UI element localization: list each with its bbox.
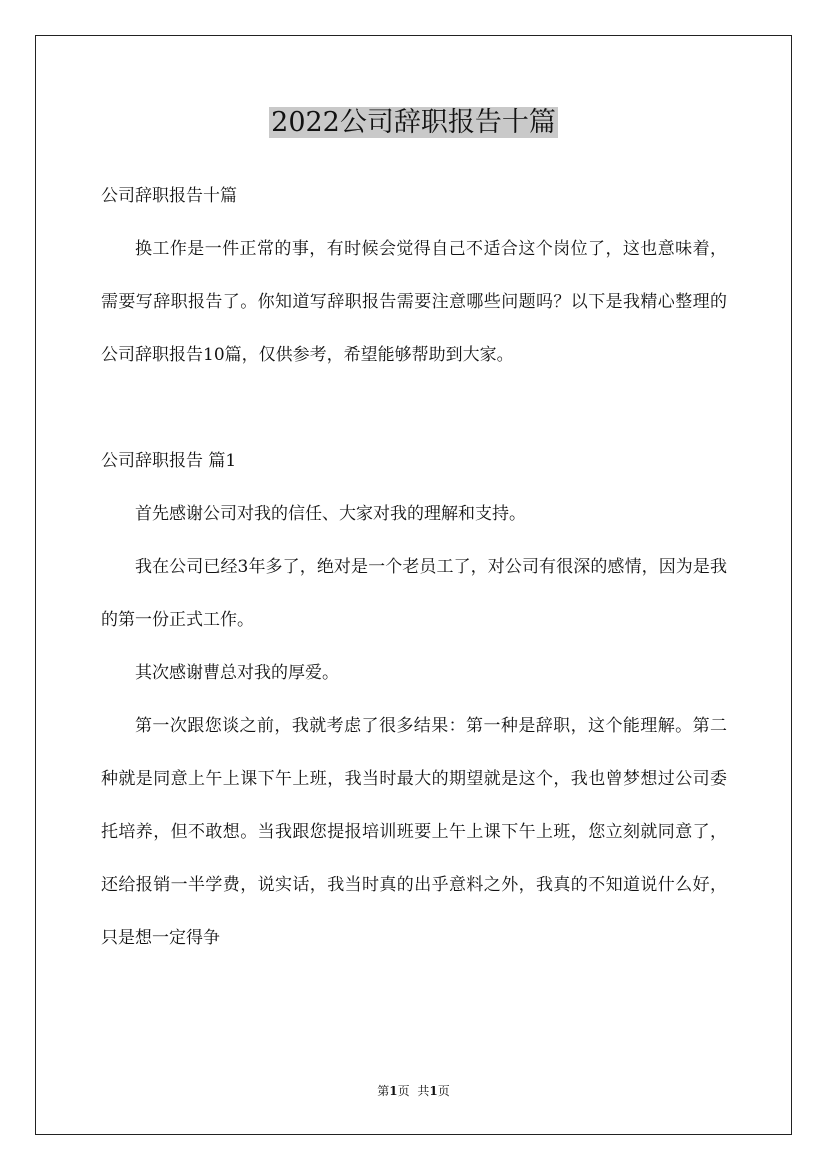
document-title-text: 2022公司辞职报告十篇 [271,107,556,138]
total-suffix: 页 [437,1084,450,1098]
page-prefix: 第 [377,1084,390,1098]
body-paragraph-4: 第一次跟您谈之前，我就考虑了很多结果：第一种是辞职，这个能理解。第二种就是同意上午上课下午上班，我当时最大的期望就是这个，我也曾梦想过公司委托培养，但不敢想。当我跟您提报培训班要上午上课下午上班，您立刻就同意了，还给报销一半学费，说实话，我当时真的出乎意料之外，我真的不知道说什么好，只是想一定得争 [101,716,727,948]
body-paragraph-1: 首先感谢公司对我的信任、大家对我的理解和支持。 [135,504,526,524]
intro-heading: 公司辞职报告十篇 [101,186,237,206]
page-number: 1 [389,1084,398,1098]
document-title [0,103,827,143]
body-paragraph-3: 其次感谢曹总对我的厚爱。 [135,663,339,683]
body-paragraph-2: 我在公司已经3年多了，绝对是一个老员工了，对公司有很深的感情，因为是我的第一份正式工作。 [101,557,727,630]
total-prefix: 共 [417,1084,430,1098]
page-footer [0,1083,827,1099]
intro-paragraph: 换工作是一件正常的事，有时候会觉得自己不适合这个岗位了，这也意味着，需要写辞职报告了。你知道写辞职报告需要注意哪些问题吗？以下是我精心整理的公司辞职报告10篇，仅供参考，希望能够帮助到大家。 [101,239,727,365]
total-pages: 1 [429,1084,438,1098]
section-spacer [101,382,727,435]
page-suffix: 页 [397,1084,410,1098]
section-heading: 公司辞职报告 篇1 [101,451,237,471]
document-body [101,170,727,965]
